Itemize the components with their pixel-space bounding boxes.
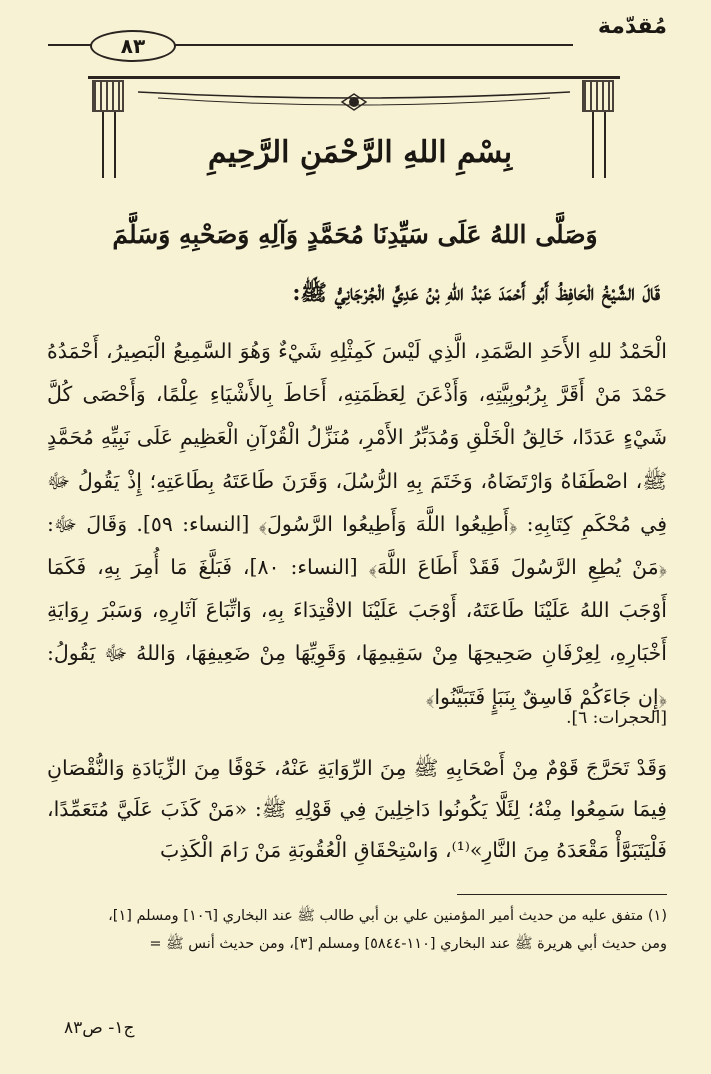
paragraph-2: وَقَدْ تَحَرَّجَ قَوْمٌ مِنْ أَصْحَابِهِ ﷺ مِنَ الرِّوَايَةِ عَنْهُ، خَوْفًا مِنَ الزِّيَادَةِ وَالنُّقْصَانِ فِيمَا سَمِعُوا مِنْهُ؛ لِئَلَّا يَكُونُوا دَاخِلِينَ فِي قَوْلِهِ ﷺ: «مَنْ كَذَبَ عَلَيَّ مُتَعَمِّدًا، فَلْيَتَبَوَّأْ مَقْعَدَهُ مِنَ النَّارِ»⁽¹⁾، وَاسْتِحْقَاقِ الْعُقُوبَةِ مَنْ رَامَ الْكَذِبَ	[47, 756, 667, 862]
volume-page-reference: ج١- ص٨٣	[64, 1018, 135, 1038]
footnotes	[47, 902, 667, 958]
footnote-line: (١) متفق عليه من حديث أمير المؤمنين علي بن أبي طالب ﷺ عند البخاري [١٠٦] ومسلم [١]،	[108, 908, 667, 924]
salutation-heading: وَصَلَّى اللهُ عَلَى سَيِّدِنَا مُحَمَّدٍ وَآلِهِ وَصَحْبِهِ وَسَلَّمَ	[112, 220, 598, 249]
page-number: ٨٣	[90, 30, 176, 62]
frame-top-bar	[88, 76, 620, 79]
basmala-calligraphy: بِسْمِ اللهِ الرَّحْمَنِ الرَّحِيمِ	[207, 135, 513, 170]
footnote-line: ومن حديث أبي هريرة ﷺ عند البخاري [١١٠-٥٨٤٤] ومسلم [٣]، ومن حديث أنس ﷺ =	[149, 936, 667, 952]
frame-pillar-left	[92, 80, 126, 180]
footnote-separator	[457, 894, 667, 895]
ghost-header-bleedthrough	[200, 10, 580, 30]
speaker-line: قَالَ الشَّيْخُ الْحَافِظُ أَبُو أَحْمَدَ عَبْدُ اللهِ بْنُ عَدِيٍّ الْجُرْجَانِيُّ ﷺ:	[292, 280, 660, 306]
paragraph-1: الْحَمْدُ للهِ الأَحَدِ الصَّمَدِ، الَّذِي لَيْسَ كَمِثْلِهِ شَيْءٌ وَهُوَ السَّمِيعُ الْبَصِيرُ، أَحْمَدُهُ حَمْدَ مَنْ أَقَرَّ بِرُبُوبِيَّتِهِ، وَأَذْعَنَ لِعَظَمَتِهِ، أَحَاطَ بِالأَشْيَاءِ عِلْمًا، وَأَحْصَى كُلَّ شَيْءٍ عَدَدًا، خَالِقُ الْخَلْقِ وَمُدَبِّرُ الأَمْرِ، مُنَزِّلُ الْقُرْآنِ الْعَظِيمِ عَلَى نَبِيِّهِ مُحَمَّدٍ ﷺ، اصْطَفَاهُ وَارْتَضَاهُ، وَخَتَمَ بِهِ الرُّسُلَ، وَقَرَنَ طَاعَتَهُ بِطَاعَتِهِ؛ إِذْ يَقُولُ ﷻ فِي مُحْكَمِ كِتَابِهِ: ﴿أَطِيعُوا اللَّهَ وَأَطِيعُوا الرَّسُولَ﴾ [النساء: ٥٩]. وَقَالَ ﷻ: ﴿مَنْ يُطِعِ الرَّسُولَ فَقَدْ أَطَاعَ اللَّهَ﴾ [النساء: ٨٠]، فَبَلَّغَ مَا أُمِرَ بِهِ، فَكَمَا أَوْجَبَ اللهُ عَلَيْنَا طَاعَتَهُ، أَوْجَبَ عَلَيْنَا الاقْتِدَاءَ بِهِ، وَاتِّبَاعَ آثَارِهِ، وَسَبْرَ رِوَايَةِ أَخْبَارِهِ، لِعِرْفَانِ صَحِيحِهَا مِنْ سَقِيمِهَا، وَقَوِيِّهَا مِنْ ضَعِيفِهَا، وَاللهُ ﷻ يَقُولُ: ﴿إِن جَاءَكُمْ فَاسِقٌ بِنَبَإٍ فَتَبَيَّنُوا﴾	[47, 339, 668, 709]
frame-arch-ornament	[138, 82, 570, 118]
frame-pillar-right	[582, 80, 616, 180]
quran-reference: [الحجرات: ٦].	[566, 708, 667, 728]
section-title: مُقدّمة	[597, 14, 667, 39]
